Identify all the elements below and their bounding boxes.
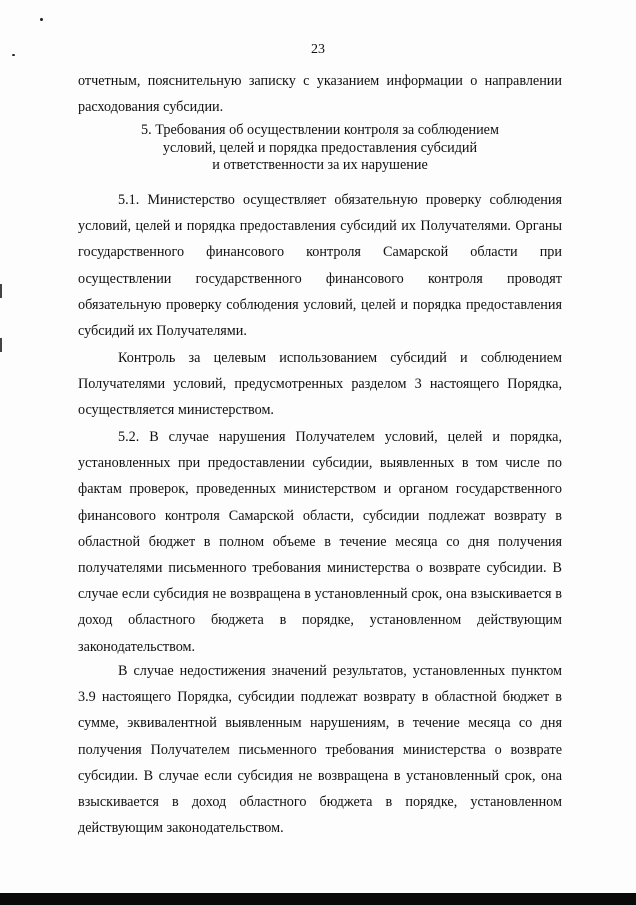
scan-edge-mark <box>0 284 2 298</box>
paragraph-5-1: 5.1. Министерство осуществляет обязательную проверку соблюдения условий, целей и порядка предоставления субсидий их Получателями. Органы государственного финансового контроля Самарской области при осуществлении государственного финансового контроля проводят обязательную проверку соблюдения условий, целей и порядка предоставления субсидий их Получателями. <box>78 192 562 340</box>
scan-edge-mark <box>0 338 2 352</box>
section-heading-line: 5. Требования об осуществлении контроля за соблюдением <box>141 122 499 138</box>
scan-artifact-dot <box>40 18 43 21</box>
section-heading-line: и ответственности за их нарушение <box>212 157 428 173</box>
scan-bottom-edge <box>0 893 636 905</box>
section-heading <box>78 122 562 175</box>
page-number: 23 <box>311 42 325 57</box>
intro-paragraph: отчетным, пояснительную записку с указанием информации о направлении расходования субсидии. <box>78 73 562 116</box>
paragraph-control: Контроль за целевым использованием субсидий и соблюдением Получателями условий, предусмотренных разделом 3 настоящего Порядка, осуществляется министерством. <box>78 350 562 419</box>
section-heading-line: условий, целей и порядка предоставления субсидий <box>162 139 478 156</box>
paragraph-5-2: 5.2. В случае нарушения Получателем условий, целей и порядка, установленных при предоставлении субсидии, выявленных в том числе по фактам проверок, проведенных министерством и органом государственного финансового контроля Самарской области, субсидии подлежат возврату в областной бюджет в полном объеме в течение месяца со дня получения получателями письменного требования министерства о возврате субсидии. В случае если субсидия не возвращена в установленный срок, она взыскивается в доход областного бюджета в порядке, установленном действующим законодательством. <box>78 429 562 655</box>
paragraph-results: В случае недостижения значений результатов, установленных пунктом 3.9 настоящего Порядка, субсидии подлежат возврату в областной бюджет в сумме, эквивалентной выявленным нарушениям, в течение месяца со дня получения Получателем письменного требования министерства о возврате субсидии. В случае если субсидия не возвращена в установленный срок, она взыскивается в доход областного бюджета в порядке, установленном действующим законодательством. <box>78 663 562 837</box>
